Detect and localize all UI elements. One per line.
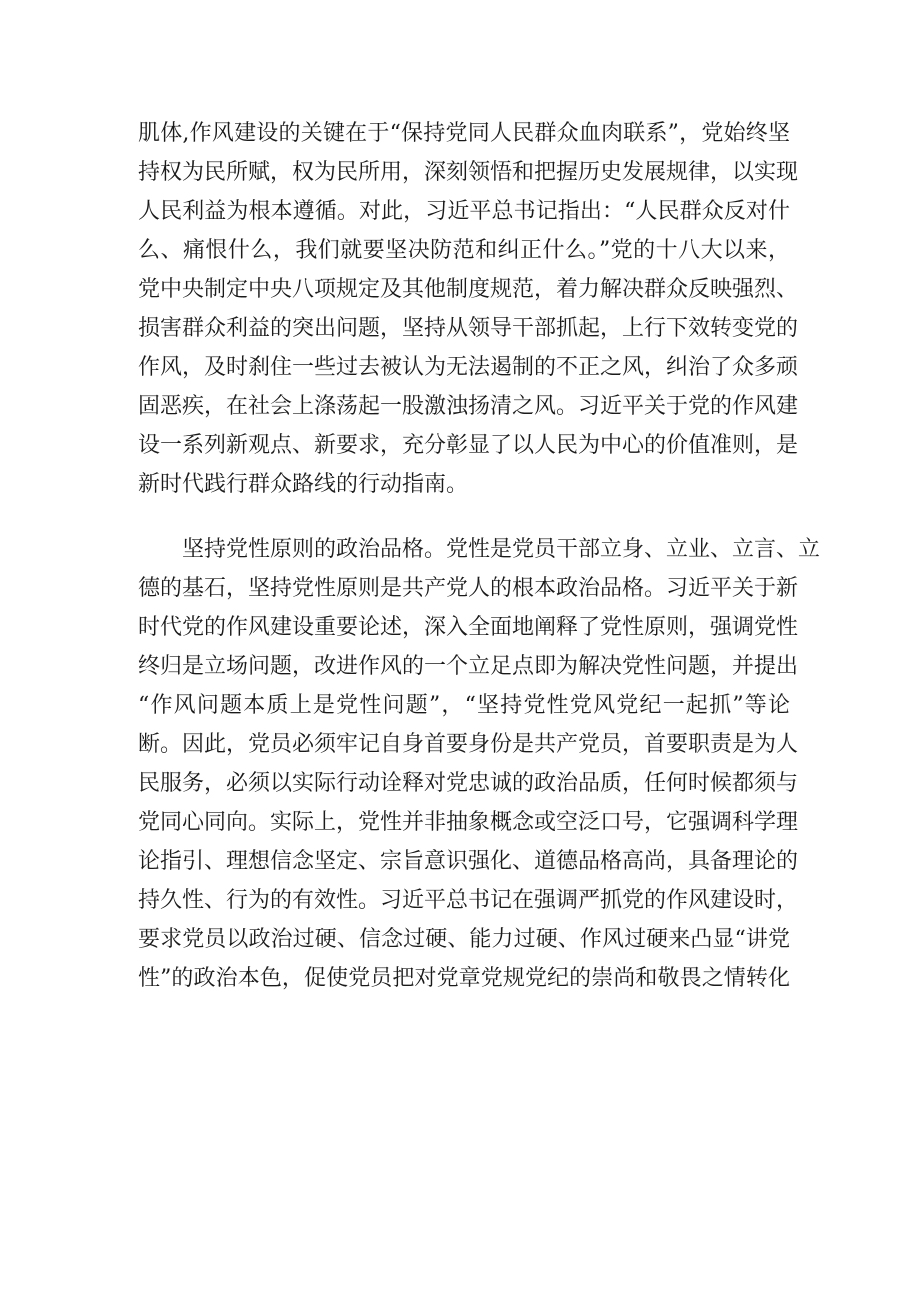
text-line: 时代党的作风建设重要论述，深入全面地阐释了党性原则，强调党性 <box>138 615 799 640</box>
text-line: 坚持党性原则的政治品格。党性是党员干部立身、立业、立言、立 <box>138 537 821 562</box>
text-line: 持权为民所赋，权为民所用，深刻领悟和把握历史发展规律，以实现 <box>138 160 799 185</box>
text-line: 德的基石，坚持党性原则是共产党人的根本政治品格。习近平关于新 <box>138 576 799 601</box>
text-line: 新时代践行群众路线的行动指南。 <box>138 472 469 497</box>
text-line: 要求党员以政治过硬、信念过硬、能力过硬、作风过硬来凸显“讲党 <box>138 927 790 952</box>
text-line: 人民利益为根本遵循。对此，习近平总书记指出：“人民群众反对什 <box>138 199 790 224</box>
paragraph-2 <box>138 530 821 998</box>
text-line: 持久性、行为的有效性。习近平总书记在强调严抓党的作风建设时， <box>138 888 799 913</box>
text-line: 论指引、理想信念坚定、宗旨意识强化、道德品格高尚，具备理论的 <box>138 849 799 874</box>
text-line: 设一系列新观点、新要求，充分彰显了以人民为中心的价值准则，是 <box>138 433 799 458</box>
text-line: 作风，及时刹住一些过去被认为无法遏制的不正之风，纠治了众多顽 <box>138 355 799 380</box>
text-line: 固恶疾，在社会上涤荡起一股激浊扬清之风。习近平关于党的作风建 <box>138 394 799 419</box>
document-body <box>138 114 821 998</box>
text-line: 肌体,作风建设的关键在于“保持党同人民群众血肉联系”，党始终坚 <box>138 121 790 146</box>
paragraph-spacer <box>138 504 790 530</box>
text-line: 民服务，必须以实际行动诠释对党忠诚的政治品质，任何时候都须与 <box>138 771 799 796</box>
text-line: 性”的政治本色，促使党员把对党章党规党纪的崇尚和敬畏之情转化 <box>138 966 790 991</box>
paragraph-1 <box>138 114 799 504</box>
text-line: 断。因此，党员必须牢记自身首要身份是共产党员，首要职责是为人 <box>138 732 799 757</box>
text-line: 党中央制定中央八项规定及其他制度规范，着力解决群众反映强烈、 <box>138 277 799 302</box>
text-line: 终归是立场问题，改进作风的一个立足点即为解决党性问题，并提出 <box>138 654 799 679</box>
text-line: 损害群众利益的突出问题，坚持从领导干部抓起，上行下效转变党的 <box>138 316 799 341</box>
text-line: 党同心同向。实际上，党性并非抽象概念或空泛口号，它强调科学理 <box>138 810 799 835</box>
text-line: “作风问题本质上是党性问题”，“坚持党性党风党纪一起抓”等论 <box>138 693 790 718</box>
text-line: 么、痛恨什么，我们就要坚决防范和纠正什么。”党的十八大以来， <box>138 238 790 263</box>
